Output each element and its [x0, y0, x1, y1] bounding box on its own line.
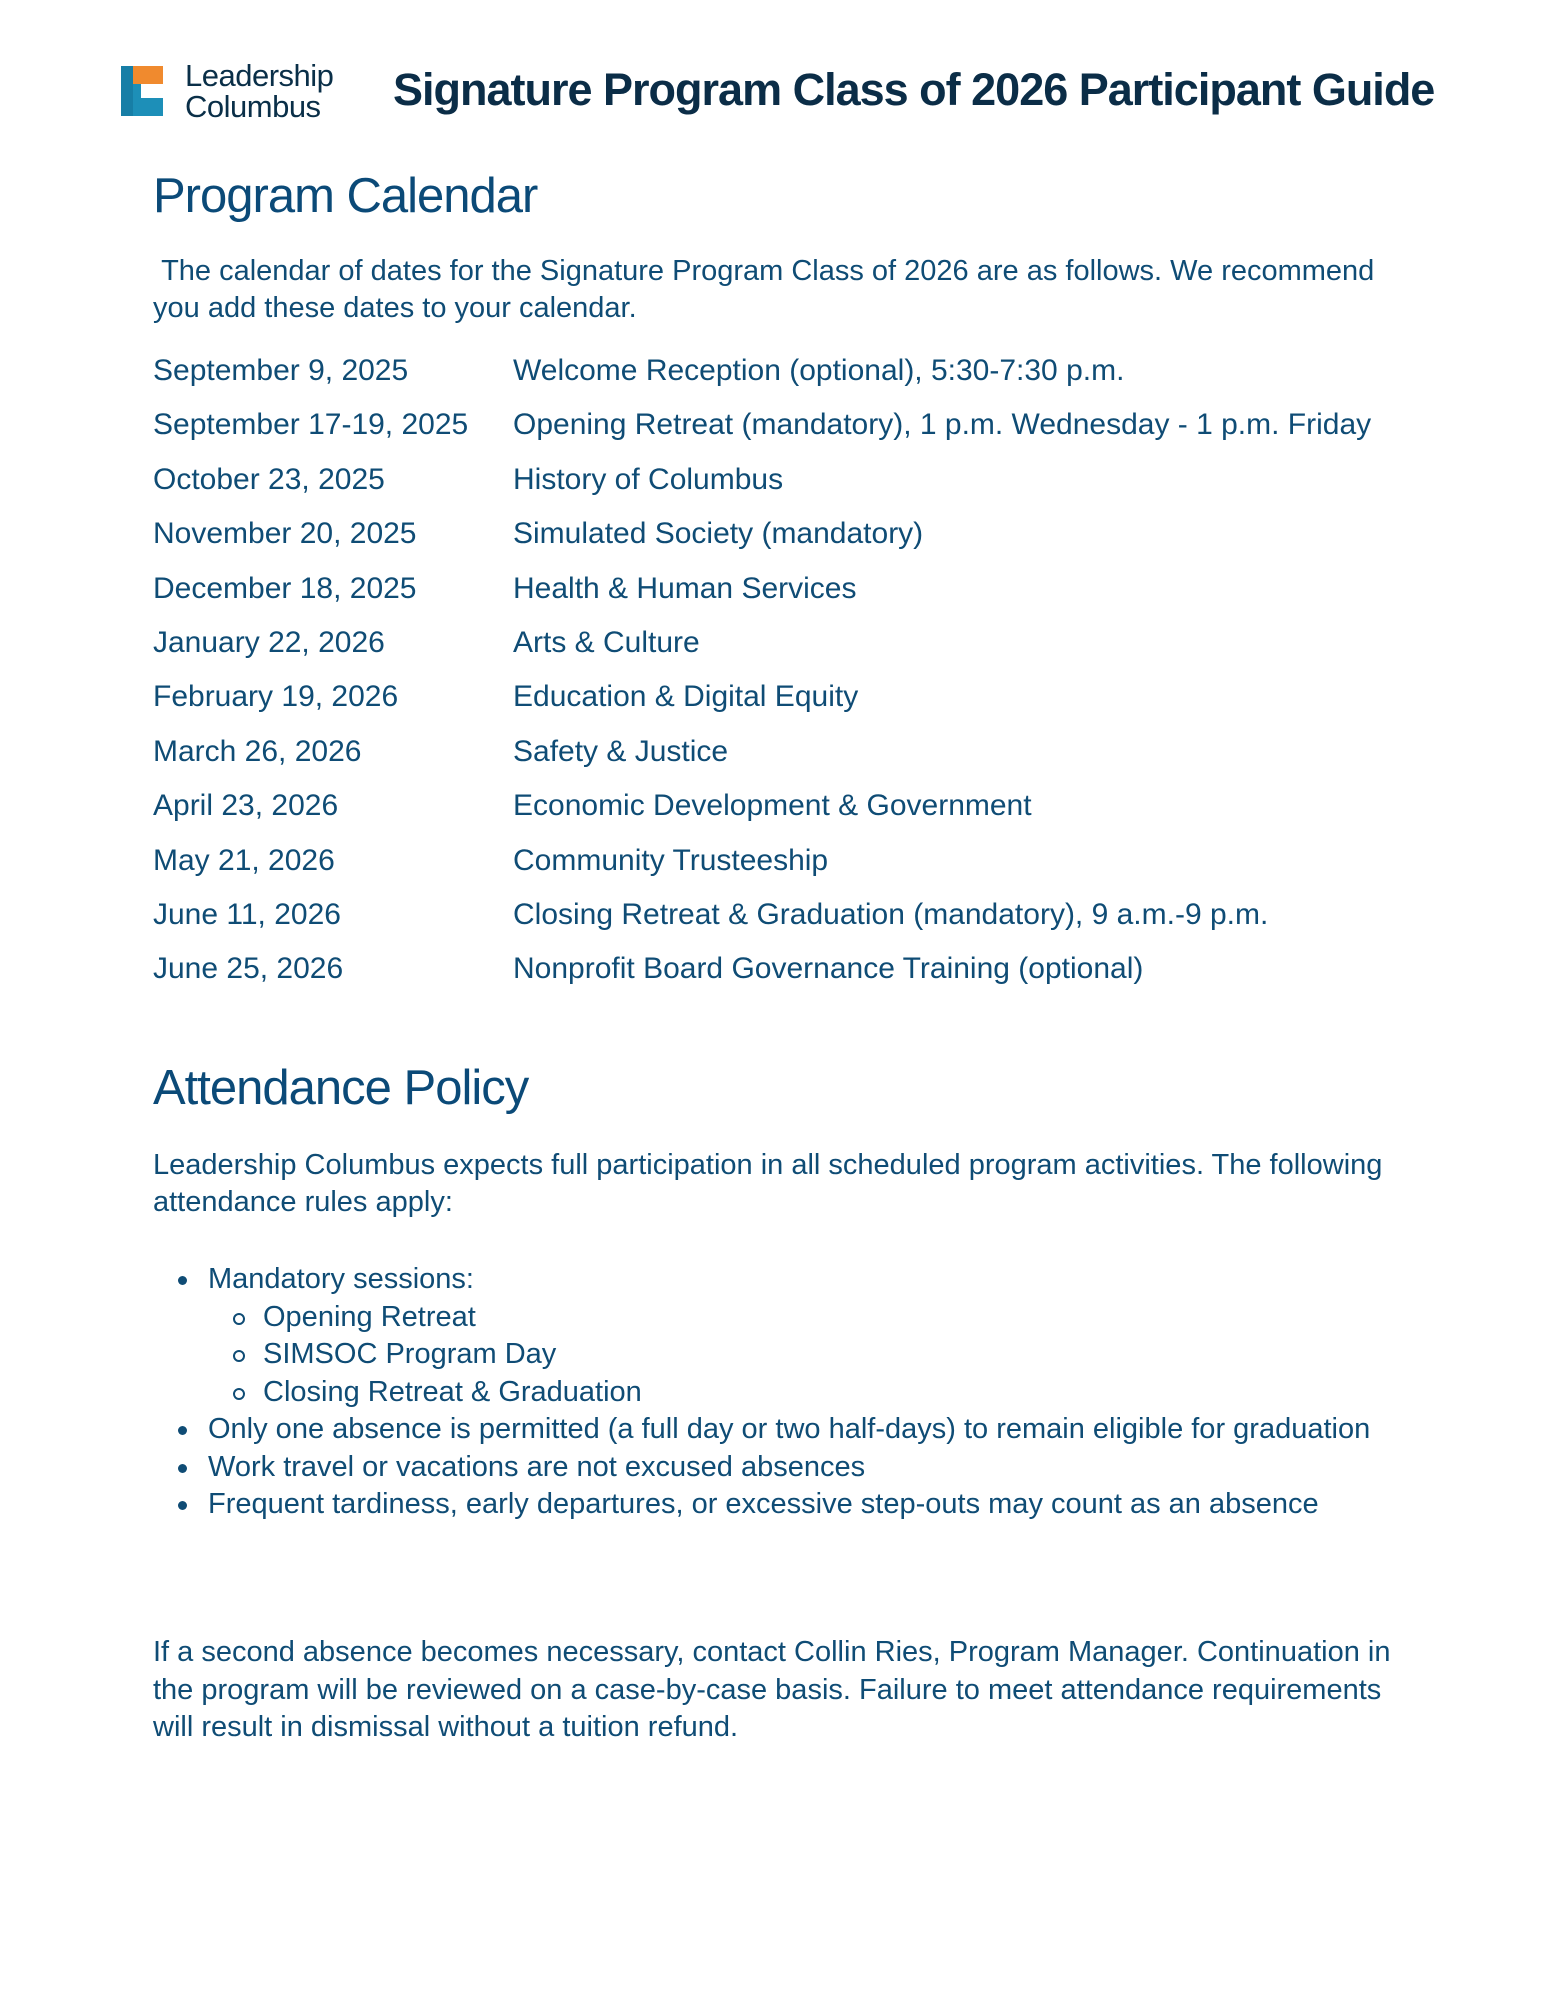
calendar-date: September 17-19, 2025: [153, 408, 469, 442]
calendar-event: History of Columbus: [513, 462, 784, 496]
logo-wordmark: [185, 60, 333, 122]
logo-line-2: Columbus: [185, 89, 321, 124]
calendar-event: Arts & Culture: [513, 625, 700, 659]
rule-text: Work travel or vacations are not excused absences: [208, 1450, 866, 1483]
calendar-event: Opening Retreat (mandatory), 1 p.m. Wednesday - 1 p.m. Friday: [513, 408, 1372, 442]
calendar-row: [153, 351, 1453, 405]
calendar-row: [153, 677, 1453, 731]
calendar-date: January 22, 2026: [153, 625, 385, 659]
calendar-event: Nonprofit Board Governance Training (optional): [513, 952, 1144, 986]
mandatory-sessions-label: Mandatory sessions:: [208, 1263, 474, 1295]
attendance-policy-heading: Attendance Policy: [153, 1061, 529, 1115]
document-title: Signature Program Class of 2026 Participant Guide: [393, 64, 1435, 115]
calendar-date: May 21, 2026: [153, 843, 335, 877]
logo-line-1: Leadership: [185, 58, 334, 93]
calendar-row: [153, 786, 1453, 840]
calendar-event: Simulated Society (mandatory): [513, 517, 924, 551]
calendar-row: [153, 460, 1453, 514]
sub-list-item-text: Closing Retreat & Graduation: [263, 1375, 642, 1408]
program-calendar-heading: Program Calendar: [153, 169, 538, 223]
attendance-closing-paragraph: If a second absence becomes necessary, contact Collin Ries, Program Manager. Continuation in the program will be reviewed on a case-by-case basis. Failure to meet attendance requirements will result in dismissal without a tuition refund.: [153, 1636, 1391, 1743]
calendar-row: [153, 949, 1453, 1003]
list-item: [153, 1336, 1413, 1374]
logo-mark-icon: [113, 62, 171, 120]
calendar-event: Safety & Justice: [513, 734, 729, 768]
calendar-date: September 9, 2025: [153, 354, 409, 387]
calendar-date: April 23, 2026: [153, 789, 339, 823]
calendar-row: [153, 623, 1453, 677]
attendance-rules-list: [153, 1261, 1413, 1524]
rule-text: Frequent tardiness, early departures, or excessive step-outs may count as an absence: [208, 1488, 1319, 1520]
calendar-row: [153, 569, 1453, 623]
page-header: [113, 58, 1453, 128]
calendar-date: February 19, 2026: [153, 680, 399, 714]
calendar-date: October 23, 2025: [153, 462, 385, 496]
sub-list-item-text: Opening Retreat: [263, 1300, 476, 1333]
list-item: [153, 1411, 1413, 1449]
leadership-columbus-logo: [113, 58, 373, 128]
list-item: [153, 1486, 1413, 1524]
calendar-row: [153, 514, 1453, 568]
list-item: [153, 1299, 1413, 1337]
calendar-date: November 20, 2025: [153, 517, 417, 551]
calendar-row: [153, 841, 1453, 895]
calendar-event: Economic Development & Government: [513, 789, 1032, 823]
calendar-row: [153, 732, 1453, 786]
calendar-date: March 26, 2026: [153, 734, 362, 768]
list-item: [153, 1261, 1413, 1299]
attendance-intro: Leadership Columbus expects full participation in all scheduled program activities. The following attendance rules apply:: [153, 1149, 1383, 1218]
calendar-row: [153, 405, 1453, 459]
calendar-table: [153, 351, 1453, 1004]
calendar-event: Welcome Reception (optional), 5:30-7:30 p.m.: [513, 354, 1125, 387]
calendar-row: [153, 895, 1453, 949]
calendar-event: Closing Retreat & Graduation (mandatory), 9 a.m.-9 p.m.: [513, 897, 1269, 931]
calendar-event: Education & Digital Equity: [513, 680, 859, 714]
list-item: [153, 1449, 1413, 1487]
rule-text: Only one absence is permitted (a full day or two half-days) to remain eligible for graduation: [208, 1413, 1371, 1445]
calendar-date: June 25, 2026: [153, 952, 344, 986]
list-item: [153, 1374, 1413, 1412]
calendar-date: December 18, 2025: [153, 571, 417, 605]
calendar-intro: The calendar of dates for the Signature Program Class of 2026 are as follows. We recommend you add these dates to your calendar.: [153, 255, 1383, 324]
calendar-event: Community Trusteeship: [513, 843, 829, 877]
calendar-date: June 11, 2026: [153, 897, 341, 931]
sub-list-item-text: SIMSOC Program Day: [263, 1338, 557, 1370]
calendar-event: Health & Human Services: [513, 571, 857, 605]
